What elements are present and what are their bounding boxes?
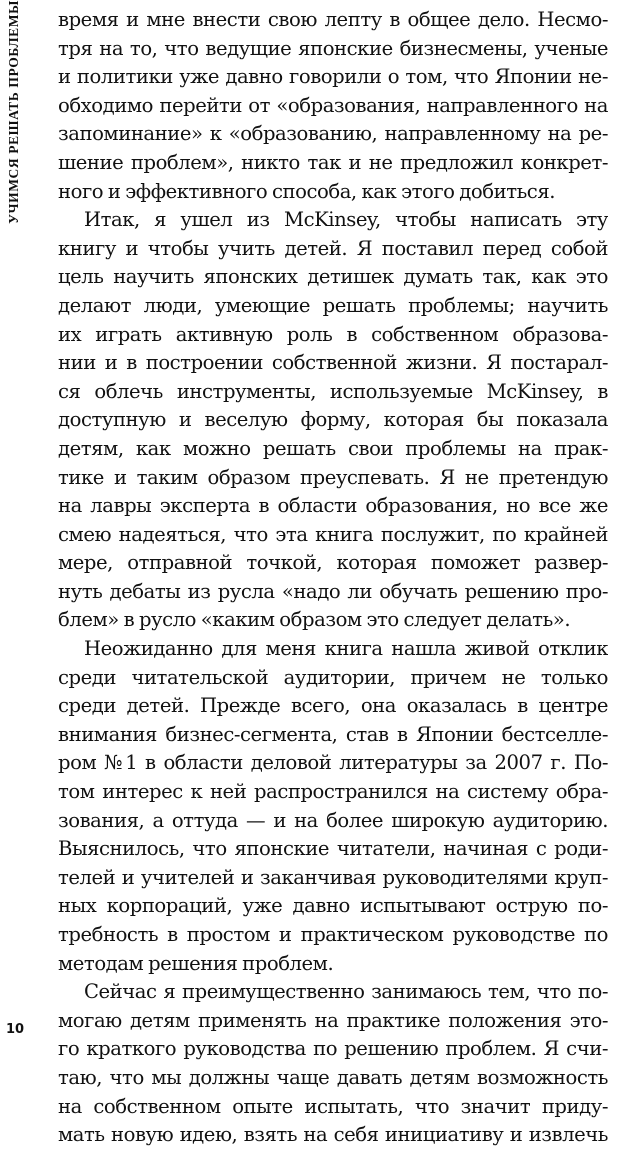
text-line: среди детей. Прежде всего, она оказалась в центре <box>58 694 608 718</box>
text-line: обходимо перейти от «образования, направленного на <box>58 93 608 117</box>
text-line: ром №1 в области деловой литературы за 2007 г. По- <box>58 751 608 775</box>
text-line: и политики уже давно говорили о том, что Японии не- <box>58 65 608 89</box>
text-line: требность в простом и практическом руководстве по <box>58 923 608 946</box>
text-line: смею надеяться, что эта книга послужит, по крайней <box>58 522 608 546</box>
text-line: среди читательской аудитории, причем не только <box>58 665 608 689</box>
text-line: шение проблем», никто так и не предложил конкрет- <box>58 150 608 174</box>
text-line: нуть дебаты из русла «надо ли обучать решению про- <box>58 579 608 603</box>
text-line: внимания бизнес-сегмента, став в Японии бестселле- <box>58 722 608 746</box>
text-line: детям, как можно решать свои проблемы на прак- <box>58 436 608 460</box>
text-line: тике и таким образом преуспевать. Я не претендую <box>58 465 608 489</box>
text-line: Итак, я ушел из McKinsey, чтобы написать эту <box>84 208 608 232</box>
text-line: время и мне внести свою лепту в общее дело. Несмо- <box>58 8 608 31</box>
paragraph <box>58 978 608 1150</box>
text-line: го краткого руководства по решению проблем. Я счи- <box>58 1037 608 1061</box>
running-head <box>0 0 30 330</box>
paragraph <box>58 206 608 635</box>
paragraph <box>58 635 608 978</box>
text-line: книгу и чтобы учить детей. Я поставил перед собой <box>58 236 608 260</box>
text-line: ся облечь инструменты, используемые McKinsey, в <box>58 379 608 403</box>
text-line: делают люди, умеющие решать проблемы; научить <box>58 293 608 317</box>
text-line: зования, а оттуда — и на более широкую аудиторию. <box>58 808 608 832</box>
text-line: могаю детям применять на практике положения это- <box>58 1008 608 1032</box>
text-line: на собственном опыте испытать, что значит приду- <box>58 1094 608 1118</box>
running-head-text: УЧИМСЯ РЕШАТЬ ПРОБЛЕМЫ <box>6 0 21 224</box>
text-line: телей и учителей и заканчивая руководителями круп- <box>58 865 608 889</box>
text-line: мере, отправной точкой, которая поможет развер- <box>58 551 608 575</box>
text-line: том интерес к ней распространился на систему обра- <box>58 780 608 804</box>
text-line: запоминание» к «образованию, направленному на ре- <box>58 122 608 146</box>
text-line: таю, что мы должны чаще давать детям возможность <box>58 1065 608 1089</box>
paragraph <box>58 6 608 206</box>
text-line: нии и в построении собственной жизни. Я постарал- <box>58 351 608 375</box>
page-number: 10 <box>6 1022 25 1037</box>
text-line: цель научить японских детишек думать так, как это <box>58 265 608 289</box>
text-line: мать новую идею, взять на себя инициативу и извлечь <box>58 1123 608 1147</box>
text-line: Неожиданно для меня книга нашла живой отклик <box>84 637 608 661</box>
text-line: методам решения проблем. <box>58 951 334 975</box>
text-line: их играть активную роль в собственном образова- <box>58 322 608 346</box>
text-line: доступную и веселую форму, которая бы показала <box>58 408 608 432</box>
text-line: ных корпораций, уже давно испытывают острую по- <box>58 894 608 918</box>
text-line: блем» в русло «каким образом это следует делать». <box>58 608 571 632</box>
text-line: тря на то, что ведущие японские бизнесмены, ученые <box>58 36 608 60</box>
text-line: на лавры эксперта в области образования, но все же <box>58 494 608 518</box>
body-text <box>58 6 608 1150</box>
text-line: ного и эффективного способа, как этого добиться. <box>58 179 556 203</box>
text-line: Выяснилось, что японские читатели, начиная с роди- <box>58 837 608 861</box>
text-line: Сейчас я преимущественно занимаюсь тем, что по- <box>84 980 608 1004</box>
